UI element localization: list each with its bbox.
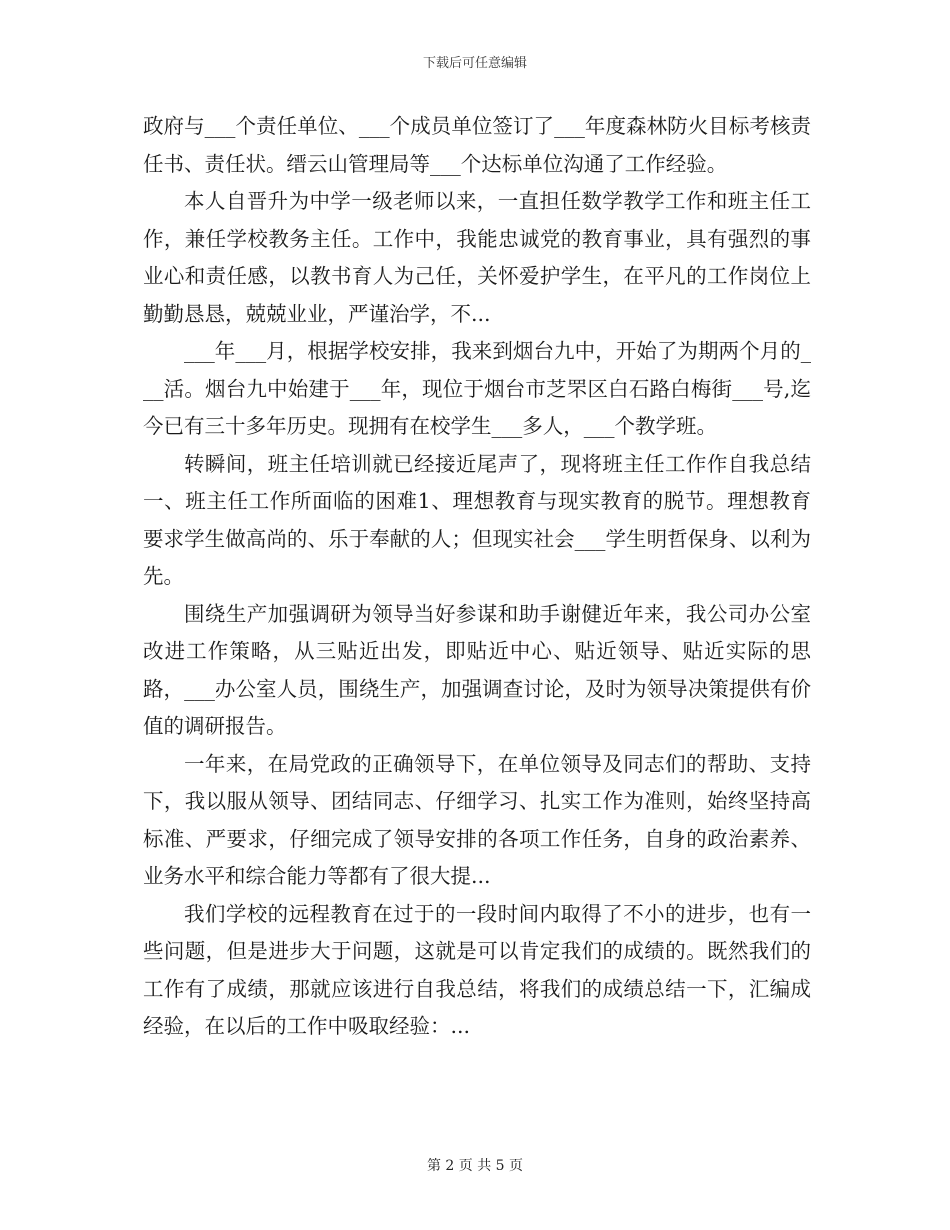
document-body	[143, 108, 811, 1046]
paragraph-3: ___年___月，根据学校安排，我来到烟台九中，开始了为期两个月的___活。烟台九中始建于___年，现位于烟台市芝罘区白石路白梅街___号,迄今已有三十多年历史。现拥有在校学生___多人，___个教学班。	[143, 339, 811, 438]
paragraph-4: 转瞬间，班主任培训就已经接近尾声了，现将班主任工作作自我总结一、班主任工作所面临的困难1、理想教育与现实教育的脱节。理想教育要求学生做高尚的、乐于奉献的人；但现实社会___学生明哲保身、以利为先。	[143, 451, 811, 588]
paragraph-6: 一年来，在局党政的正确领导下，在单位领导及同志们的帮助、支持下，我以服从领导、团结同志、仔细学习、扎实工作为准则，始终坚持高标准、严要求，仔细完成了领导安排的各项工作任务，自身的政治素养、业务水平和综合能力等都有了很大提...	[143, 751, 811, 888]
page-header-note: 下载后可任意编辑	[422, 56, 527, 71]
page-number: 第 2 页 共 5 页	[426, 1158, 524, 1174]
paragraph-7: 我们学校的远程教育在过于的一段时间内取得了不小的进步，也有一些问题，但是进步大于问题，这就是可以肯定我们的成绩的。既然我们的工作有了成绩，那就应该进行自我总结，将我们的成绩总结一下，汇编成经验，在以后的工作中吸取经验：...	[143, 901, 811, 1038]
paragraph-1: 政府与___个责任单位、___个成员单位签订了___年度森林防火目标考核责任书、责任状。缙云山管理局等___个达标单位沟通了工作经验。	[143, 114, 811, 176]
paragraph-5: 围绕生产加强调研为领导当好参谋和助手谢健近年来，我公司办公室改进工作策略，从三贴近出发，即贴近中心、贴近领导、贴近实际的思路，___办公室人员，围绕生产，加强调查讨论，及时为领导决策提供有价值的调研报告。	[143, 601, 811, 738]
paragraph-2: 本人自晋升为中学一级老师以来，一直担任数学教学工作和班主任工作，兼任学校教务主任。工作中，我能忠诚党的教育事业，具有强烈的事业心和责任感，以教书育人为己任，关怀爱护学生，在平凡的工作岗位上勤勤恳恳，兢兢业业，严谨治学，不...	[143, 189, 811, 326]
